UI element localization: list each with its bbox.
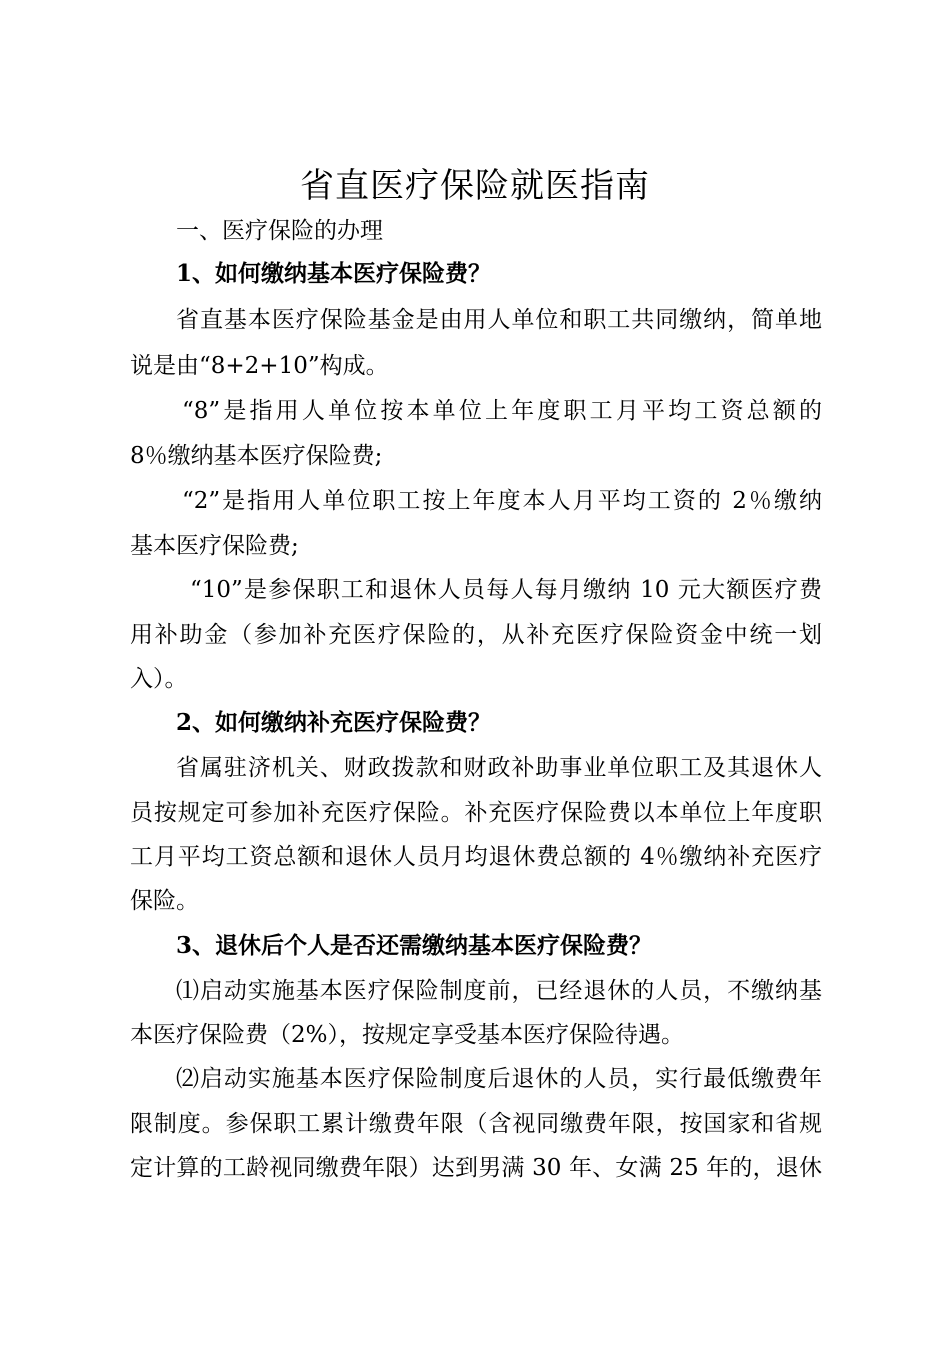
paragraph-line: 限制度。参保职工累计缴费年限（含视同缴费年限，按国家和省规 — [130, 1111, 822, 1137]
paragraph-line: 省属驻济机关、财政拨款和财政补助事业单位职工及其退休人 — [176, 755, 822, 781]
paragraph-line: 员按规定可参加补充医疗保险。补充医疗保险费以本单位上年度职 — [130, 800, 822, 826]
question-3-heading: 3、退休后个人是否还需缴纳基本医疗保险费？ — [176, 932, 653, 959]
paragraph-line: 8％缴纳基本医疗保险费; — [130, 443, 383, 469]
paragraph-line: 保险。 — [130, 888, 199, 914]
question-1-heading: 1、如何缴纳基本医疗保险费？ — [176, 260, 492, 287]
paragraph-line: “8”是指用人单位按本单位上年度职工月平均工资总额的 — [182, 398, 822, 424]
paragraph-line: 入）。 — [130, 666, 188, 692]
paragraph-line: 本医疗保险费（2%），按规定享受基本医疗保险待遇。 — [130, 1022, 684, 1048]
paragraph-line: 工月平均工资总额和退休人员月均退休费总额的 4％缴纳补充医疗 — [130, 844, 822, 870]
section-heading: 一、医疗保险的办理 — [176, 218, 383, 244]
paragraph-line: ⑴启动实施基本医疗保险制度前，已经退休的人员，不缴纳基 — [176, 978, 822, 1004]
paragraph-line: 说是由“8+2+10”构成。 — [130, 353, 389, 379]
paragraph-line: “2”是指用人单位职工按上年度本人月平均工资的 2％缴纳 — [182, 488, 822, 514]
question-2-heading: 2、如何缴纳补充医疗保险费？ — [176, 709, 492, 736]
paragraph-line: 用补助金（参加补充医疗保险的，从补充医疗保险资金中统一划 — [130, 622, 822, 648]
paragraph-line: 省直基本医疗保险基金是由用人单位和职工共同缴纳，简单地 — [176, 307, 822, 333]
paragraph-line: 定计算的工龄视同缴费年限）达到男满 30 年、女满 25 年的，退休 — [130, 1155, 822, 1181]
paragraph-line: “10”是参保职工和退休人员每人每月缴纳 10 元大额医疗费 — [190, 577, 822, 603]
document-title: 省直医疗保险就医指南 — [300, 166, 650, 206]
paragraph-line: 基本医疗保险费; — [130, 533, 299, 559]
paragraph-line: ⑵启动实施基本医疗保险制度后退休的人员，实行最低缴费年 — [176, 1066, 822, 1092]
